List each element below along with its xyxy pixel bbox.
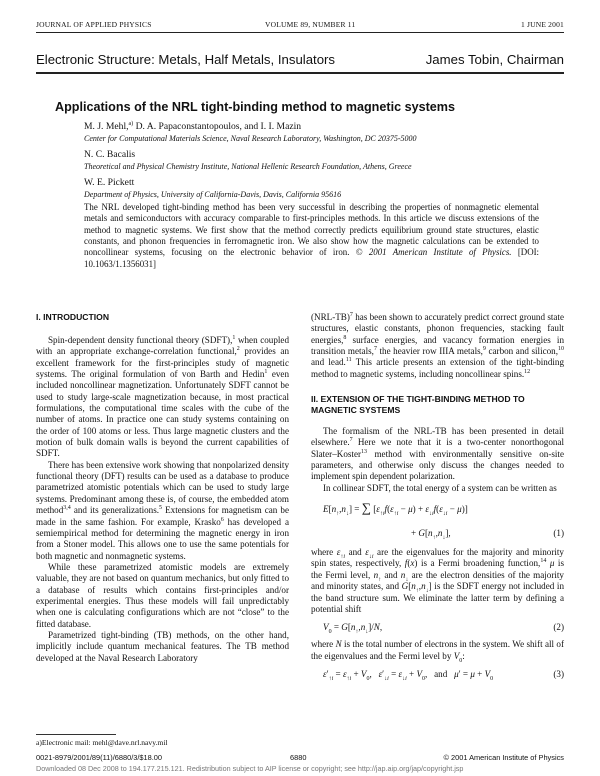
abstract: The NRL developed tight-binding method has been very successful in describing the properties of nonmagnetic elemental metals and semiconductors with accuracy comparable to first-principles methods. In this article we discuss extensions of the method to magnetic systems. We first show that the method correctly predicts equilibrium ground state structures, elastic constants, and phonon frequencies in ferromagnetic iron. We also show how the magnetic calculations can be extended to noncollinear systems, focusing on the electronic behavior of iron. © 2001 American Institute of Physics. [DOI: 10.1063/1.1356031]	[84, 202, 540, 269]
volume-number: VOLUME 89, NUMBER 11	[265, 20, 356, 29]
author-line-1: M. J. Mehl,$^{a)}$ D. A. Papaconstantopoulos, and I. I. Mazin	[84, 120, 302, 132]
section-2-paragraph-4: where N is the total number of electrons in the system. We shift all of the eigenvalues and the Fermi level by $V_0$:	[311, 639, 564, 664]
header-rule	[36, 32, 564, 33]
journal-name: JOURNAL OF APPLIED PHYSICS	[36, 20, 152, 29]
intro-paragraph-3: While these parametrized atomistic models are extremely valuable, they are not based on quantum mechanics, but only fitted to a database of results which contains first-principles and/or experimental energies. Thus these models will fail unpredictably when one is calculating configurations which are not “close” to the fitted database.	[36, 561, 289, 629]
intro-paragraph-4: Parametrized tight-binding (TB) methods, on the other hand, implicitly include quantum mechanical features. The TB method developed at the Naval Research Laboratory	[36, 629, 289, 663]
section-2-paragraph-3: where $\varepsilon_{↑i}$ and $\varepsilon_{↓i}$ are the eigenvalues for the majority and minority spin states, respectively, f(x) is a Fermi broadening function,$^{14}$ μ is the Fermi level, $n_↑$ and $n_↓$ are the electron densities of the majority and minority states, and $G[n_↑,n_↓]$ is the SDFT energy not included in the band structure sum. We eliminate the latter term by defining a potential shift	[311, 547, 564, 614]
affiliation-1: Center for Computational Materials Science, Naval Research Laboratory, Washington, DC 20375-5000	[84, 134, 417, 143]
session-chair: James Tobin, Chairman	[425, 52, 564, 67]
equation-2-number: (2)	[553, 622, 564, 633]
article-title: Applications of the NRL tight-binding method to magnetic systems	[55, 100, 455, 114]
equation-3-number: (3)	[553, 668, 564, 679]
footer-code: 0021-8979/2001/89(11)/6880/3/$18.00	[36, 753, 163, 762]
equation-1-number: (1)	[553, 528, 564, 539]
section-2-heading: II. EXTENSION OF THE TIGHT-BINDING METHOD TO MAGNETIC SYSTEMS	[311, 394, 525, 416]
intro-continued: $(NRL-TB)^7$ has been shown to accurately predict correct ground state structures, elastic constants, phonon frequencies, stacking fault energies,$^8$ surface energies, and vacancy formation energies in transition metals,$^7$ the heavier row IIIA metals,$^9$ carbon and silicon,$^{10}$ and lead.$^{11}$ This article presents an extension of the tight-binding method to magnetic systems, including noncollinear spins.$^{12}$	[311, 311, 565, 379]
left-column	[36, 312, 289, 664]
session-rule	[36, 72, 564, 74]
equation-3: $\varepsilon'_{↑i} = \varepsilon_{↑i} + V_0$, $\varepsilon'_{↓i} = \varepsilon_{↓i} + V_0$, and $\mu' = \mu + V_0$ (3)	[323, 668, 564, 682]
affiliation-2: Theoretical and Physical Chemistry Institute, National Hellenic Research Foundation, Athens, Greece	[84, 162, 412, 171]
intro-heading: I. INTRODUCTION	[36, 312, 110, 322]
right-column	[311, 312, 564, 680]
section-2-paragraph-2: In collinear SDFT, the total energy of a system can be written as	[323, 482, 557, 493]
section-2-paragraph-1: The formalism of the NRL-TB has been presented in detail elsewhere.$^7$ Here we note that it is a two-center nonorthogonal Slater–Koster$^{13}$ method with environmentally sensitive on-site parameters, and otherwise only discuss the changes needed to implement spin dependent polarization.	[311, 426, 564, 482]
footer-copyright: © 2001 American Institute of Physics	[443, 753, 564, 762]
footnote: a)Electronic mail: mehl@dave.nrl.navy.mil	[36, 738, 168, 747]
intro-paragraph-2: There has been extensive work showing that nonpolarized density functional theory (DFT) results can be used as a database to produce parametrized atomistic potentials which can be used to study large systems. Predominant among these is, of course, the embedded atom method$^{3,4}$ and its generalizations.$^5$ Extensions for magnetism can be made in the same fashion. For example, Krasko$^6$ has developed a semiempirical method for determining the magnetic energy in iron from a Stoner model. This allows one to use the same potentials for both magnetic and nonmagnetic systems.	[36, 459, 289, 561]
intro-paragraph-1: Spin-dependent density functional theory (SDFT),$^1$ when coupled with an appropriate exchange-correlation functional,$^2$ provides an excellent framework for the first-principles study of magnetic systems. The original formulation of von Barth and Hedin$^1$ even included noncollinear magnetization. Unfortunately SDFT cannot be used to study large-scale magnetization because, in most practical formulations, the computational time scales with the cube of the number of atoms. In practice one can study systems containing on the order of 100 atoms or less. Thus large magnetic clusters and the motion of bulk domain walls is beyond the current capabilities of SDFT.	[36, 334, 290, 459]
author-line-3: W. E. Pickett	[84, 177, 135, 188]
affiliation-3: Department of Physics, University of California-Davis, Davis, California 95616	[84, 190, 342, 199]
page-number: 6880	[290, 753, 307, 762]
footnote-rule	[36, 734, 116, 735]
equation-1: $E[n_↑,n_↓]$ = ∑ $[\varepsilon_{↑i}f(\varepsilon_{↑i} - \mu) + \varepsilon_{↓i}f(\varepsilon_{↓i} - \mu)]$ + $G[n_↑,n_↓]$, (1)	[323, 500, 564, 541]
download-notice: Downloaded 08 Dec 2008 to 194.177.215.121. Redistribution subject to AIP license or copyright; see http://jap.aip.org/jap/copyright.jsp	[36, 764, 464, 773]
equation-2: $V_0 = G[n_↑,n_↓]/N$, (2)	[323, 622, 564, 635]
issue-date: 1 JUNE 2001	[520, 20, 564, 29]
session-title: Electronic Structure: Metals, Half Metals, Insulators	[36, 52, 336, 67]
author-line-2: N. C. Bacalis	[84, 149, 136, 160]
